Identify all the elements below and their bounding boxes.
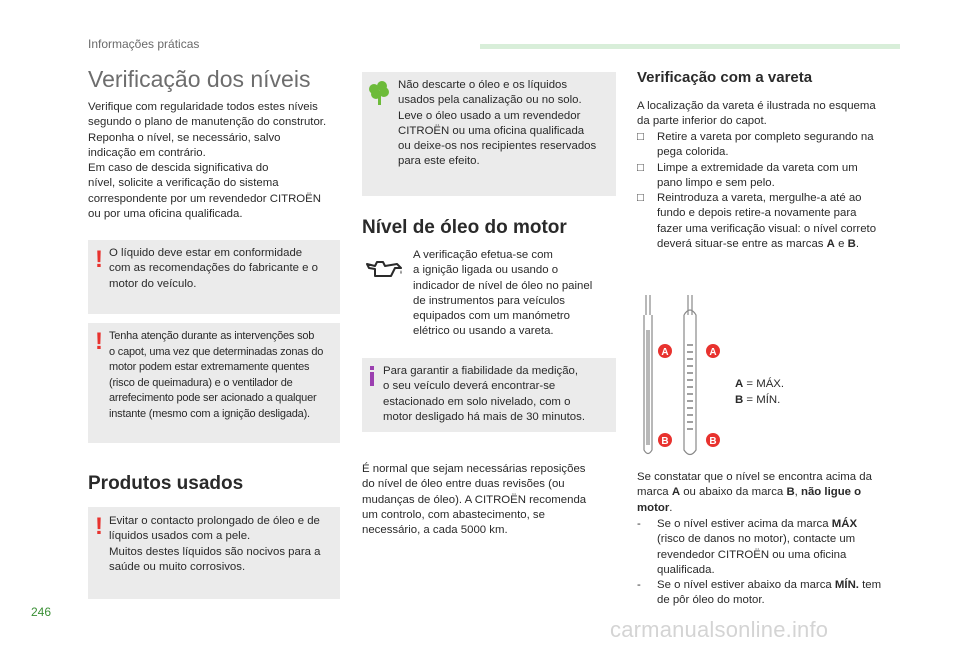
dipstick-intro: A localização da vareta é ilustrada no esquema da parte inferior do capot. [637, 100, 876, 128]
svg-text:A: A [661, 347, 669, 358]
period: . [855, 238, 859, 251]
warning-icon: ! [95, 246, 103, 273]
svg-text:A: A [709, 347, 717, 358]
intro-text: Verifique com regularidade todos estes níveis segundo o plano de manutenção do construtor. Reponha o nível, se necessário, salvo indicação em contrário. Em caso de descida significativa do nível, solicite a verificação do sistema correspondente por um revendedor CITROËN ou por uma oficina qualificada. [88, 101, 327, 221]
step-item [637, 130, 909, 161]
step-text: Reintroduza a vareta, mergulhe-a até ao fundo e depois retire-a novamente para fazer uma verificação visual: o nível correto deverá situar-se entre as marcas [657, 192, 877, 251]
svg-text:B: B [709, 436, 717, 447]
warning-text-heat: Tenha atenção durante as intervenções sob o capot, uma vez que determinadas zonas do motor podem estar extremamente quentes (risco de queimadura) e o ventilador de arrefecimento pode ser acionado a qualquer instante (mesmo com a ignição desligada). [109, 330, 324, 420]
watermark: carmanualsonline.info [610, 617, 829, 642]
eco-note-text: Não descarte o óleo e os líquidos usados pela canalização ou no solo. Leve o óleo usado a um revendedor CITROËN ou uma oficina qualificada ou deixe-os nos recipientes reservados para este efeito. [398, 79, 597, 168]
info-icon [370, 366, 374, 386]
oil-can-icon [365, 258, 405, 280]
legend-a: A = MÁX. [735, 378, 785, 390]
result-item: - Se o nível estiver acima da marca MÁX (risco de danos no motor), contacte um revendedor CITROËN ou uma oficina qualificada. [637, 518, 858, 576]
info-note-text: Para garantir a fiabilidade da medição, o seu veículo deverá encontrar-se estacionado em solo nivelado, com o motor desligado há mais de 30 minutos. [383, 365, 585, 423]
oil-level-text: A verificação efetua-se com a ignição ligada ou usando o indicador de nível de óleo no painel de instrumentos para veículos equipados com um manómetro elétrico ou usando a vareta. [413, 249, 593, 338]
products-title: Produtos usados [88, 473, 244, 494]
page-number: 246 [31, 605, 52, 619]
step-item [637, 161, 909, 192]
legend-b: B = MÍN. [735, 394, 781, 406]
checkbox-marker-icon: □ [637, 131, 644, 143]
warning-icon: ! [95, 513, 103, 540]
mark-b: B [847, 238, 856, 251]
dipstick-diagram [636, 285, 736, 460]
step-text: Limpe a extremidade da vareta com um pano limpo e sem pelo. [657, 161, 858, 189]
checkbox-marker-icon: □ [637, 192, 644, 205]
marker-a-left [658, 344, 672, 358]
step-text: Retire a vareta por completo segurando na pega colorida. [657, 131, 874, 159]
checkbox-marker-icon: □ [637, 161, 644, 174]
header-rule [480, 44, 900, 49]
warning-text-products: Evitar o contacto prolongado de óleo e de líquidos usados com a pele. Muitos destes líquidos são nocivos para a saúde ou muito corrosivos. [109, 515, 321, 573]
page-title: Verificação dos níveis [88, 66, 311, 92]
warning-icon: ! [95, 328, 103, 355]
warning-box-fluid [88, 240, 340, 314]
mark-a: A [826, 238, 835, 251]
warning-box-heat [88, 323, 340, 443]
info-box [362, 358, 616, 432]
normal-consumption-text: É normal que sejam necessárias reposições do nível de óleo entre duas revisões (ou mudanças de óleo). A CITROËN recomenda um controlo, com abastecimento, se necessário, a cada 5000 km. [362, 463, 587, 537]
marker-b-left [658, 433, 672, 447]
marker-a-right [706, 344, 720, 358]
dipstick-title: Verificação com a vareta [637, 69, 813, 86]
eco-box [362, 72, 616, 196]
result-list [637, 517, 909, 609]
svg-text:B: B [661, 436, 669, 447]
connector: e [834, 238, 848, 251]
dash-marker: - [637, 518, 641, 530]
warning-text-fluid: O líquido deve estar em conformidade com as recomendações do fabricante e o motor do veículo. [109, 247, 318, 290]
warning-box-products [88, 507, 340, 599]
marker-b-right [706, 433, 720, 447]
section-header: Informações práticas [88, 37, 200, 51]
dash-marker: - [637, 579, 641, 592]
dipstick-steps [637, 130, 909, 252]
result-item: - Se o nível estiver abaixo da marca MÍN. tem de pôr óleo do motor. [637, 579, 882, 607]
oil-level-title: Nível de óleo do motor [362, 217, 567, 238]
step-item [637, 191, 909, 252]
result-text: Se constatar que o nível se encontra acima da marca A ou abaixo da marca B, não ligue o motor. [637, 471, 872, 514]
tree-icon [368, 80, 390, 106]
